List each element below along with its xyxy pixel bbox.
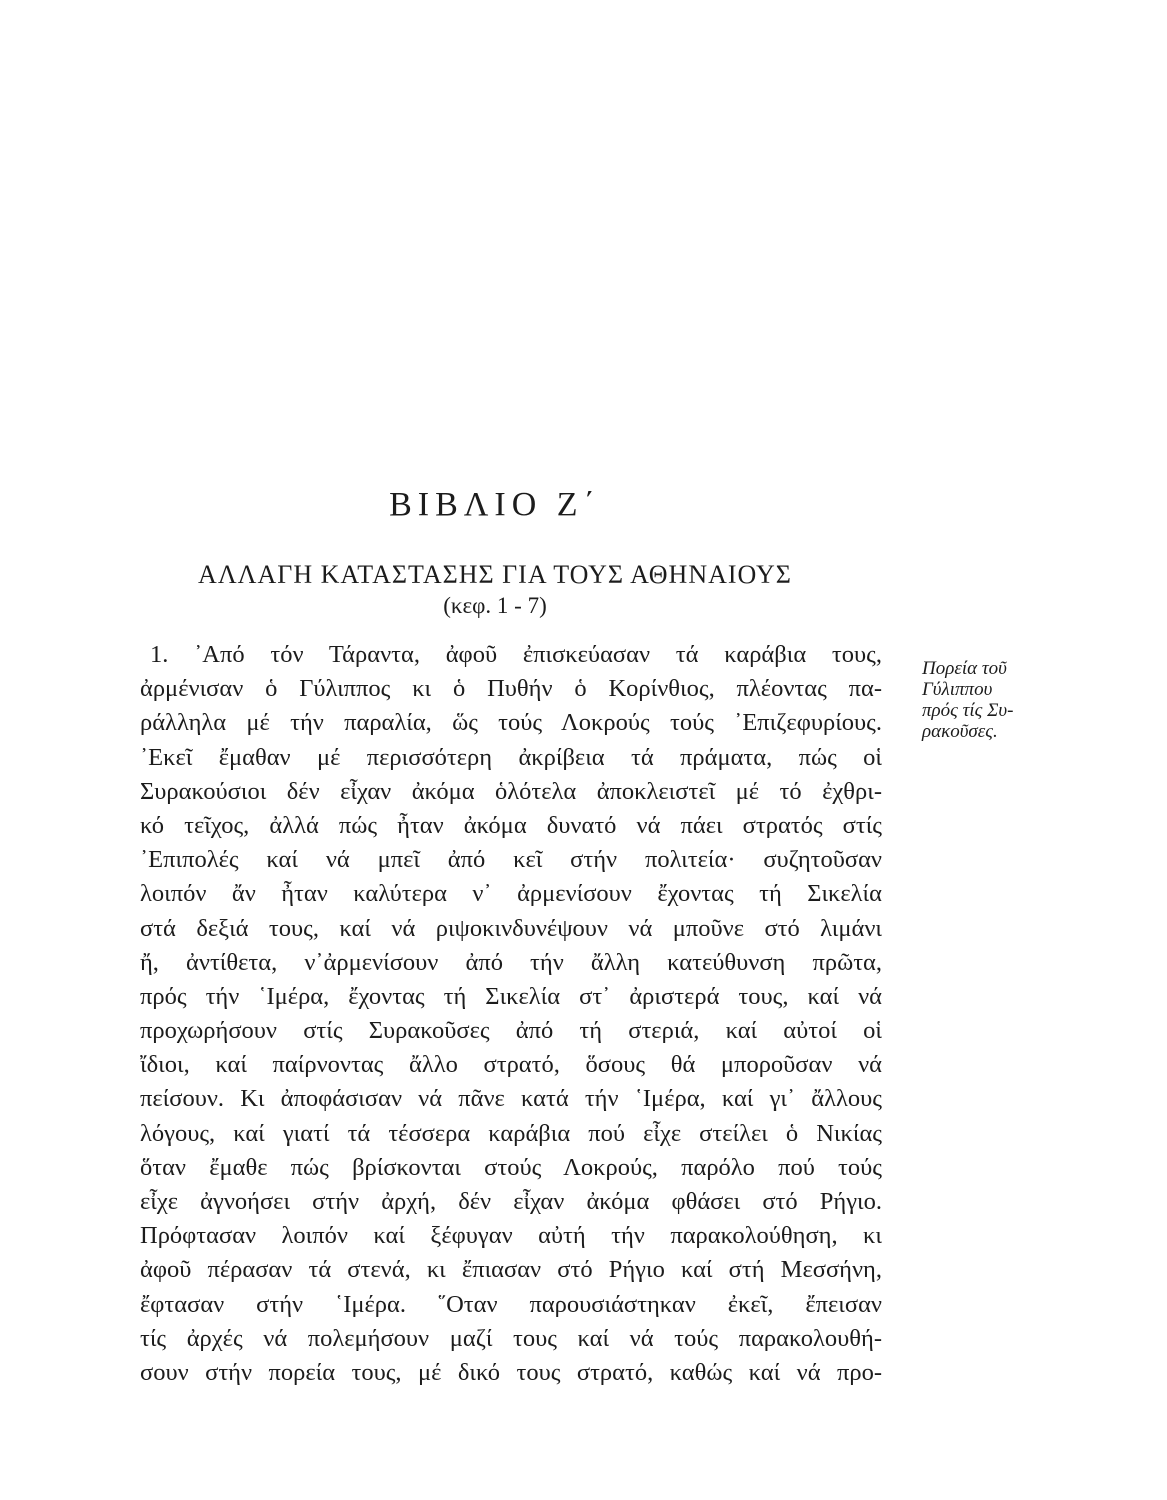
- text-line: πείσουν. Κι ἀποφάσισαν νά πᾶνε κατά τήν ῾Ιμέρα, καί γι᾿ ἄλλους: [140, 1085, 882, 1113]
- margin-note-line: πρός τίς Συ-: [922, 700, 1014, 721]
- text-line: ᾿Επιπολές καί νά μπεῖ ἀπό κεῖ στήν πολιτεία· συζητοῦσαν: [140, 846, 882, 874]
- text-line: ὅταν ἔμαθε πώς βρίσκονται στούς Λοκρούς, παρόλο πού τούς: [140, 1153, 882, 1181]
- text-line: ἴδιοι, καί παίρνοντας ἄλλο στρατό, ὅσους θά μποροῦσαν νά: [140, 1051, 882, 1079]
- text-line: ἔφτασαν στήν ῾Ιμέρα. ῞Οταν παρουσιάστηκαν ἐκεῖ, ἔπεισαν: [140, 1290, 882, 1318]
- text-line: λοιπόν ἄν ἦταν καλύτερα ν᾿ ἀρμενίσουν ἔχοντας τή Σικελία: [140, 880, 882, 908]
- margin-note-line: Γύλιππου: [922, 679, 993, 700]
- text-line: πρός τήν ῾Ιμέρα, ἔχοντας τή Σικελία στ᾿ ἀριστερά τους, καί νά: [140, 982, 882, 1010]
- margin-note: [922, 658, 1072, 742]
- book-title: ΒΙΒΛΙΟ Ζ΄: [389, 486, 601, 523]
- text-line: ᾿Εκεῖ ἔμαθαν μέ περισσότερη ἀκρίβεια τά πράματα, πώς οἱ: [140, 743, 882, 771]
- text-line: ράλληλα μέ τήν παραλία, ὥς τούς Λοκρούς τούς ᾿Επιζεφυρίους.: [140, 709, 882, 737]
- text-line: κό τεῖχος, ἀλλά πώς ἦταν ἀκόμα δυνατό νά πάει στρατός στίς: [140, 811, 882, 839]
- text-line: στά δεξιά τους, καί νά ριψοκινδυνέψουν νά μποῦνε στό λιμάνι: [140, 914, 882, 942]
- text-line: Συρακούσιοι δέν εἶχαν ἀκόμα ὁλότελα ἀποκλειστεῖ μέ τό ἐχθρι-: [140, 777, 882, 805]
- text-line: εἶχε ἀγνοήσει στήν ἀρχή, δέν εἶχαν ἀκόμα φθάσει στό Ρήγιο.: [140, 1188, 882, 1215]
- chapter-heading: ΑΛΛΑΓΗ ΚΑΤΑΣΤΑΣΗΣ ΓΙΑ ΤΟΥΣ ΑΘΗΝΑΙΟΥΣ: [198, 560, 792, 589]
- body-paragraph: [140, 638, 882, 1390]
- text-line: ἀφοῦ πέρασαν τά στενά, κι ἔπιασαν στό Ρήγιο καί στή Μεσσήνη,: [140, 1256, 882, 1284]
- text-line: ἤ, ἀντίθετα, ν᾿ἀρμενίσουν ἀπό τήν ἄλλη κατεύθυνση πρῶτα,: [140, 948, 882, 976]
- text-line: λόγους, καί γιατί τά τέσσερα καράβια πού εἶχε στείλει ὁ Νικίας: [140, 1119, 882, 1147]
- text-line: τίς ἀρχές νά πολεμήσουν μαζί τους καί νά τούς παρακολουθή-: [140, 1324, 882, 1352]
- margin-note-line: ρακοῦσες.: [922, 721, 998, 742]
- text-line: ἀρμένισαν ὁ Γύλιππος κι ὁ Πυθήν ὁ Κορίνθιος, πλέοντας πα-: [140, 675, 882, 703]
- text-line: σουν στήν πορεία τους, μέ δικό τους στρατό, καθώς καί νά προ-: [140, 1358, 882, 1386]
- chapter-range: (κεφ. 1 - 7): [443, 593, 547, 618]
- margin-note-line: Πορεία τοῦ: [922, 658, 1007, 679]
- text-line: προχωρήσουν στίς Συρακοῦσες ἀπό τή στεριά, καί αὐτοί οἱ: [140, 1017, 882, 1045]
- text-line: 1. ᾿Από τόν Τάραντα, ἀφοῦ ἐπισκεύασαν τά καράβια τους,: [150, 641, 882, 668]
- text-line: Πρόφτασαν λοιπόν καί ξέφυγαν αὐτή τήν παρακολούθηση, κι: [140, 1222, 882, 1250]
